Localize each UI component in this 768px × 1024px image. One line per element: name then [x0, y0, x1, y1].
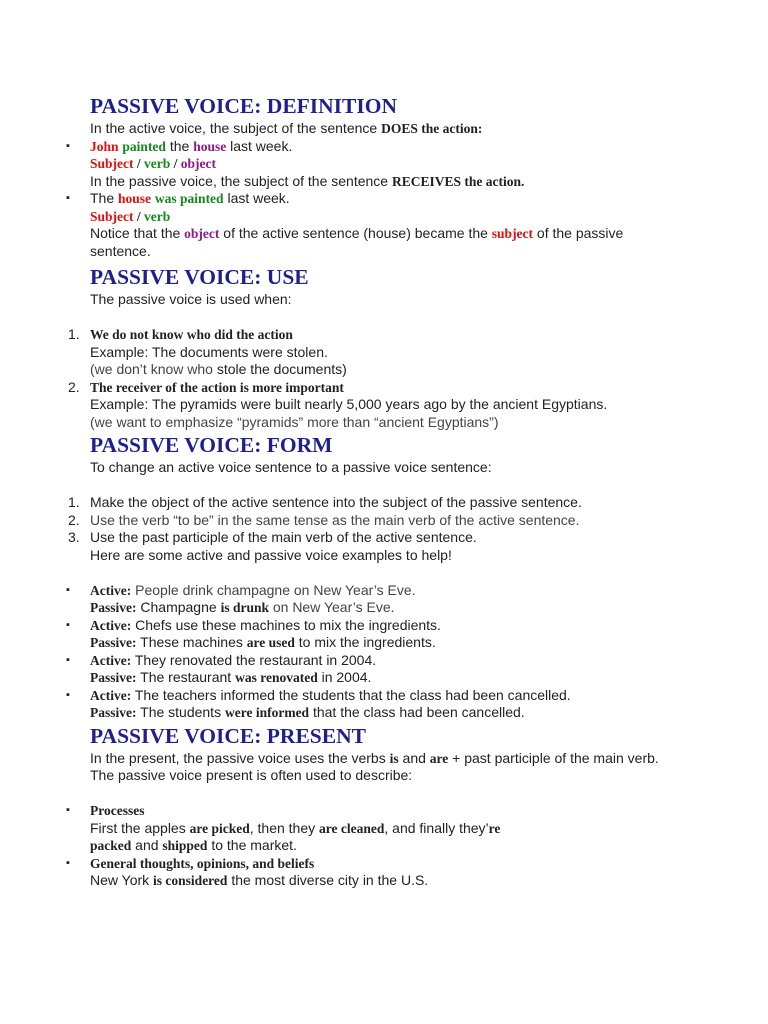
use-item-example: Example: The pyramids were built nearly 5,000 years ago by the ancient Egyptians. — [90, 396, 608, 412]
bullet-marker: ▪ — [66, 653, 70, 666]
active-sentence: ▪ Active: The teachers informed the students that the class had been cancelled. — [66, 686, 571, 703]
example-subject: John — [90, 138, 119, 154]
form-step: 2. Use the verb “to be” in the same tense as the main verb of the active sentence. — [68, 511, 580, 528]
definition-heading: PASSIVE VOICE: DEFINITION — [90, 94, 398, 118]
passive-labels: Subject / verb — [90, 208, 171, 224]
use-item-example: Example: The documents were stolen. — [90, 343, 328, 360]
processes-example-line1: First the apples are picked, then they are cleaned, and finally they’re — [90, 819, 501, 836]
form-heading: PASSIVE VOICE: FORM — [90, 433, 333, 457]
example-verb: painted — [122, 138, 166, 154]
present-describe: The passive voice present is often used to describe: — [90, 767, 413, 783]
examples-intro: Here are some active and passive voice examples to help! — [90, 546, 452, 563]
use-item-note: (we want to emphasize “pyramids” more than “ancient Egyptians”) — [90, 413, 499, 430]
use-intro: The passive voice is used when: — [90, 291, 292, 307]
active-sentence: ▪ Active: People drink champagne on New Year’s Eve. — [66, 581, 416, 598]
thoughts-example: New York is considered the most diverse city in the U.S. — [90, 872, 429, 888]
passive-sentence: Passive: The restaurant was renovated in 2004. — [90, 669, 372, 685]
passive-sentence: Passive: Champagne is drunk on New Year’s Eve. — [90, 599, 395, 615]
example-object: house — [193, 138, 227, 154]
processes-example-line2: packed and shipped to the market. — [90, 837, 297, 853]
notice-paragraph: Notice that the object of the active sentence (house) became the subject of the passive sentence. — [90, 225, 624, 259]
bullet-marker: ▪ — [66, 688, 70, 701]
passive-intro: In the passive voice, the subject of the sentence RECEIVES the action. — [90, 172, 525, 189]
use-heading: PASSIVE VOICE: USE — [90, 265, 309, 289]
bullet-marker: ▪ — [66, 583, 70, 596]
present-heading: PASSIVE VOICE: PRESENT — [90, 723, 366, 748]
passive-sentence: Passive: These machines are used to mix the ingredients. — [90, 634, 436, 650]
use-item-note: (we don’t know who stole the documents) — [90, 361, 347, 377]
use-item-title: 1. We do not know who did the action — [68, 326, 293, 342]
processes-title: ▪ Processes — [66, 803, 145, 818]
bullet-marker: ▪ — [66, 804, 70, 816]
use-item-title: 2. The receiver of the action is more important — [68, 378, 344, 395]
active-labels: Subject / verb / object — [90, 156, 217, 171]
bullet-marker: ▪ — [66, 139, 70, 152]
document-page — [0, 92, 768, 890]
active-sentence: ▪ Active: They renovated the restaurant in 2004. — [66, 651, 377, 668]
active-sentence: ▪ Active: Chefs use these machines to mix the ingredients. — [66, 616, 441, 633]
bullet-marker: ▪ — [66, 856, 70, 869]
passive-sentence: Passive: The students were informed that the class had been cancelled. — [90, 704, 525, 720]
bullet-marker: ▪ — [66, 618, 70, 631]
form-intro: To change an active voice sentence to a passive voice sentence: — [90, 459, 492, 475]
form-step: 3. Use the past participle of the main verb of the active sentence. — [68, 529, 477, 545]
passive-example: ▪ The house was painted last week. — [66, 190, 290, 206]
present-intro: In the present, the passive voice uses the verbs is and are + past participle of the main verb. — [90, 749, 659, 766]
active-intro: In the active voice, the subject of the sentence DOES the action: — [90, 120, 483, 136]
form-step: 1. Make the object of the active sentence into the subject of the passive sentence. — [68, 494, 582, 510]
thoughts-title: ▪ General thoughts, opinions, and beliefs — [66, 855, 315, 871]
bullet-marker: ▪ — [66, 192, 70, 204]
active-example: ▪ John painted the house last week. — [66, 137, 293, 154]
